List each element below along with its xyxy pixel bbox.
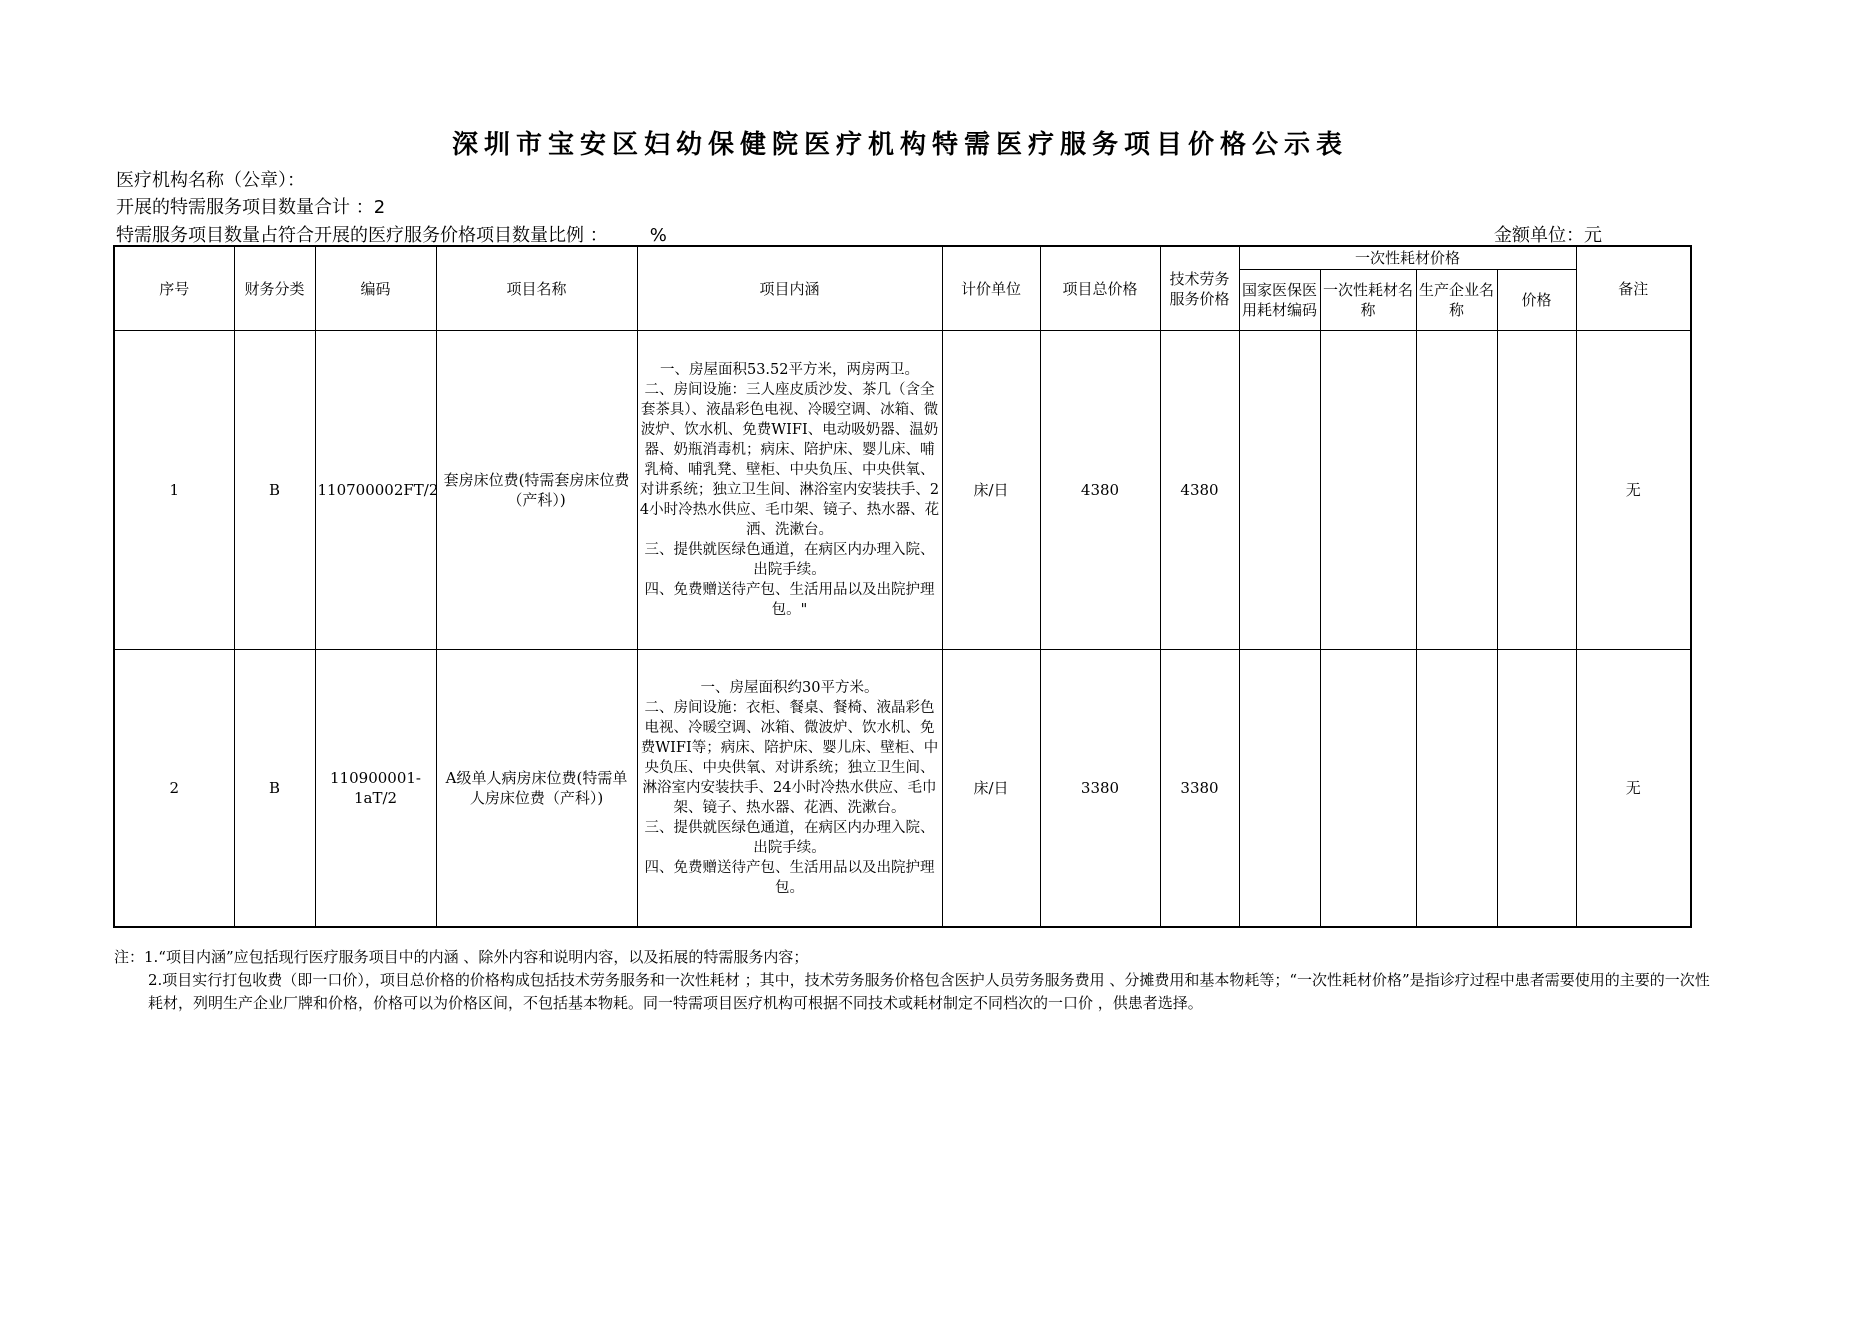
cell-total-price: 3380: [1040, 650, 1160, 928]
cell-price: [1497, 650, 1576, 928]
header-remark: 备注: [1576, 246, 1691, 331]
note-1: 注：1.“项目内涵”应包括现行医疗服务项目中的内涵 、除外内容和说明内容，以及拓展的特需服务内容；: [114, 948, 809, 966]
service-count-label: 开展的特需服务项目数量合计 ：2: [116, 197, 386, 218]
cell-consumable-name: [1320, 331, 1416, 650]
header-item-content: 项目内涵: [637, 246, 942, 331]
cell-manufacturer: [1416, 331, 1497, 650]
cell-consumable-name: [1320, 650, 1416, 928]
footnotes: [114, 946, 1714, 1015]
cell-tech-service-price: 3380: [1160, 650, 1239, 928]
header-seq: 序号: [114, 246, 234, 331]
cell-item-name: A级单人病房床位费(特需单人房床位费（产科）): [436, 650, 637, 928]
service-ratio-label: 特需服务项目数量占符合开展的医疗服务价格项目数量比例 ：: [116, 225, 608, 246]
price-table: [113, 245, 1692, 928]
cell-code: 110900001-1aT/2: [315, 650, 436, 928]
header-manufacturer: 生产企业名称: [1416, 270, 1497, 331]
cell-pricing-unit: 床/日: [942, 331, 1040, 650]
cell-finance-category: B: [234, 331, 315, 650]
cell-item-content: 一、房屋面积53.52平方米，两房两卫。 二、房间设施：三人座皮质沙发、茶几（含全套茶具）、液晶彩色电视、冷暖空调、冰箱、微波炉、饮水机、免费WIFI、电动吸奶器、温奶器、奶瓶消毒机；病床、陪护床、婴儿床、哺乳椅、哺乳凳、壁柜、中央负压、中央供氧、对讲系统；独立卫生间、淋浴室内安装扶手、24小时冷热水供应、毛巾架、镜子、热水器、花洒、洗漱台。 三、提供就医绿色通道，在病区内办理入院、出院手续。 四、免费赠送待产包、生活用品以及出院护理包。": [637, 331, 942, 650]
cell-item-content: 一、房屋面积约30平方米。 二、房间设施：衣柜、餐桌、餐椅、液晶彩色电视、冷暖空调、冰箱、微波炉、饮水机、免费WIFI等；病床、陪护床、婴儿床、壁柜、中央负压、中央供氧、对讲系统；独立卫生间、淋浴室内安装扶手、24小时冷热水供应、毛巾架、镜子、热水器、花洒、洗漱台。 三、提供就医绿色通道，在病区内办理入院、出院手续。 四、免费赠送待产包、生活用品以及出院护理包。: [637, 650, 942, 928]
cell-price: [1497, 331, 1576, 650]
cell-remark: 无: [1576, 650, 1691, 928]
note-2: 2.项目实行打包收费（即一口价），项目总价格的价格构成包括技术劳务服务和一次性耗材 ；其中，技术劳务服务价格包含医护人员劳务服务费用 、分摊费用和基本物耗等；“一次性耗材价格”是指诊疗过程中患者需要使用的主要的一次性耗材，列明生产企业厂牌和价格，价格可以为价格区间，不包括基本物耗。同一特需项目医疗机构可根据不同技术或耗材制定不同档次的一口价 ，供患者选择。: [148, 971, 1710, 1012]
header-pricing-unit: 计价单位: [942, 246, 1040, 331]
amount-unit-label: 金额单位：元: [1494, 225, 1602, 246]
header-tech-service-price: 技术劳务服务价格: [1160, 246, 1239, 331]
cell-code: 110700002FT/2: [315, 331, 436, 650]
header-national-code: 国家医保医用耗材编码: [1239, 270, 1320, 331]
table-row: [114, 331, 1691, 650]
institution-name-label: 医疗机构名称（公章）：: [116, 170, 305, 191]
header-consumables-group: 一次性耗材价格: [1239, 246, 1576, 270]
cell-seq: 2: [114, 650, 234, 928]
ratio-unit: %: [649, 225, 667, 246]
cell-national-code: [1239, 331, 1320, 650]
header-item-name: 项目名称: [436, 246, 637, 331]
cell-item-name: 套房床位费(特需套房床位费（产科）): [436, 331, 637, 650]
cell-pricing-unit: 床/日: [942, 650, 1040, 928]
cell-national-code: [1239, 650, 1320, 928]
service-ratio-line: [116, 221, 667, 247]
cell-total-price: 4380: [1040, 331, 1160, 650]
page-title: 深圳市宝安区妇幼保健院医疗机构特需医疗服务项目价格公示表: [451, 130, 1348, 160]
header-code: 编码: [315, 246, 436, 331]
header-price: 价格: [1497, 270, 1576, 331]
cell-finance-category: B: [234, 650, 315, 928]
cell-remark: 无: [1576, 331, 1691, 650]
header-consumable-name: 一次性耗材名称: [1320, 270, 1416, 331]
table-row: [114, 650, 1691, 928]
header-total-price: 项目总价格: [1040, 246, 1160, 331]
header-finance-category: 财务分类: [234, 246, 315, 331]
cell-manufacturer: [1416, 650, 1497, 928]
cell-tech-service-price: 4380: [1160, 331, 1239, 650]
cell-seq: 1: [114, 331, 234, 650]
